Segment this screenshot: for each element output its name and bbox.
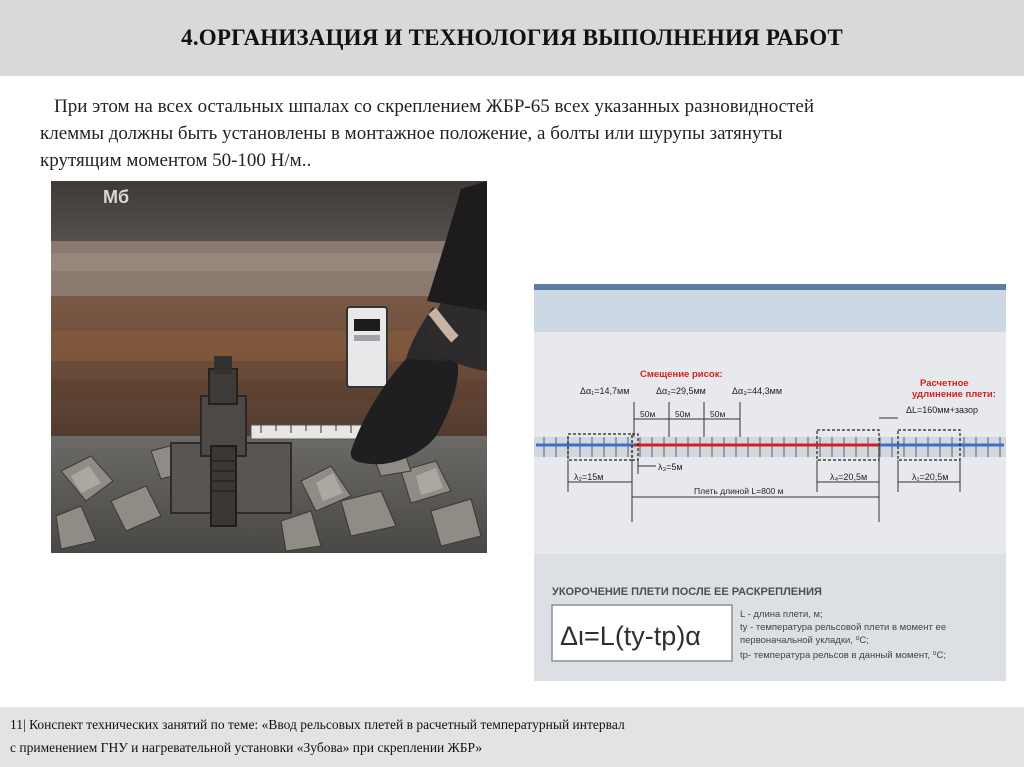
lambda-3: λ₃=5м	[658, 462, 683, 472]
intro-line-1: При этом на всех остальных шпалах со скреплением ЖБР-65 всех указанных разновидностей	[54, 96, 814, 117]
footer-line-1: 11| Конспект технических занятий по теме: «Ввод рельсовых плетей в расчетный температурный интервал	[10, 717, 625, 732]
legend-line-1: L - длина плети, м;	[740, 609, 823, 620]
legend-line-4: tр- температура рельсов в данный момент, ⁰С;	[740, 650, 946, 661]
legend-line-2: tу - температура рельсовой плети в момент ее	[740, 622, 947, 633]
lambda-1: λ₁=20,5м	[912, 472, 949, 482]
lambda-2: λ₂=15м	[574, 472, 604, 482]
rail-marking: Мб	[103, 187, 130, 207]
intro-line-2: клеммы должны быть установлены в монтажное положение, а болты или шурупы затянуты	[40, 123, 783, 144]
footer-line-2: с применением ГНУ и нагревательной установки «Зубова» при скреплении ЖБР»	[10, 740, 483, 755]
offset-3: Δα₃=44,3мм	[732, 386, 783, 396]
elongation-value: ΔL=160мм+зазор	[906, 405, 978, 415]
page-title: 4.ОРГАНИЗАЦИЯ И ТЕХНОЛОГИЯ ВЫПОЛНЕНИЯ РАБОТ	[181, 25, 843, 50]
shortening-title: УКОРОЧЕНИЕ ПЛЕТИ ПОСЛЕ ЕЕ РАСКРЕПЛЕНИЯ	[552, 586, 822, 598]
header-bar	[0, 0, 1024, 76]
intro-paragraph	[40, 93, 990, 174]
spacing-1: 50м	[640, 409, 656, 419]
spacing-2: 50м	[675, 409, 691, 419]
intro-line-3: крутящим моментом 50-100 Н/м..	[40, 150, 312, 171]
formula: Δι=L(tу-tр)α	[560, 621, 701, 651]
offset-1: Δα₁=14,7мм	[580, 386, 630, 396]
rail-fastening-photo	[51, 181, 487, 553]
elongation-title-2: удлинение плети:	[912, 389, 996, 400]
length-label: Плеть длиной L=800 м	[694, 486, 784, 496]
legend-line-3: первоначальной укладки, ⁰С;	[740, 635, 869, 646]
footer-bar	[0, 707, 1024, 767]
offset-title: Смещение рисок:	[640, 369, 723, 380]
spacing-3: 50м	[710, 409, 726, 419]
rail-shortening-diagram	[534, 284, 1006, 681]
offset-2: Δα₂=29,5мм	[656, 386, 706, 396]
lambda-4: λ₄=20,5м	[830, 472, 868, 482]
elongation-title-1: Расчетное	[920, 378, 969, 389]
